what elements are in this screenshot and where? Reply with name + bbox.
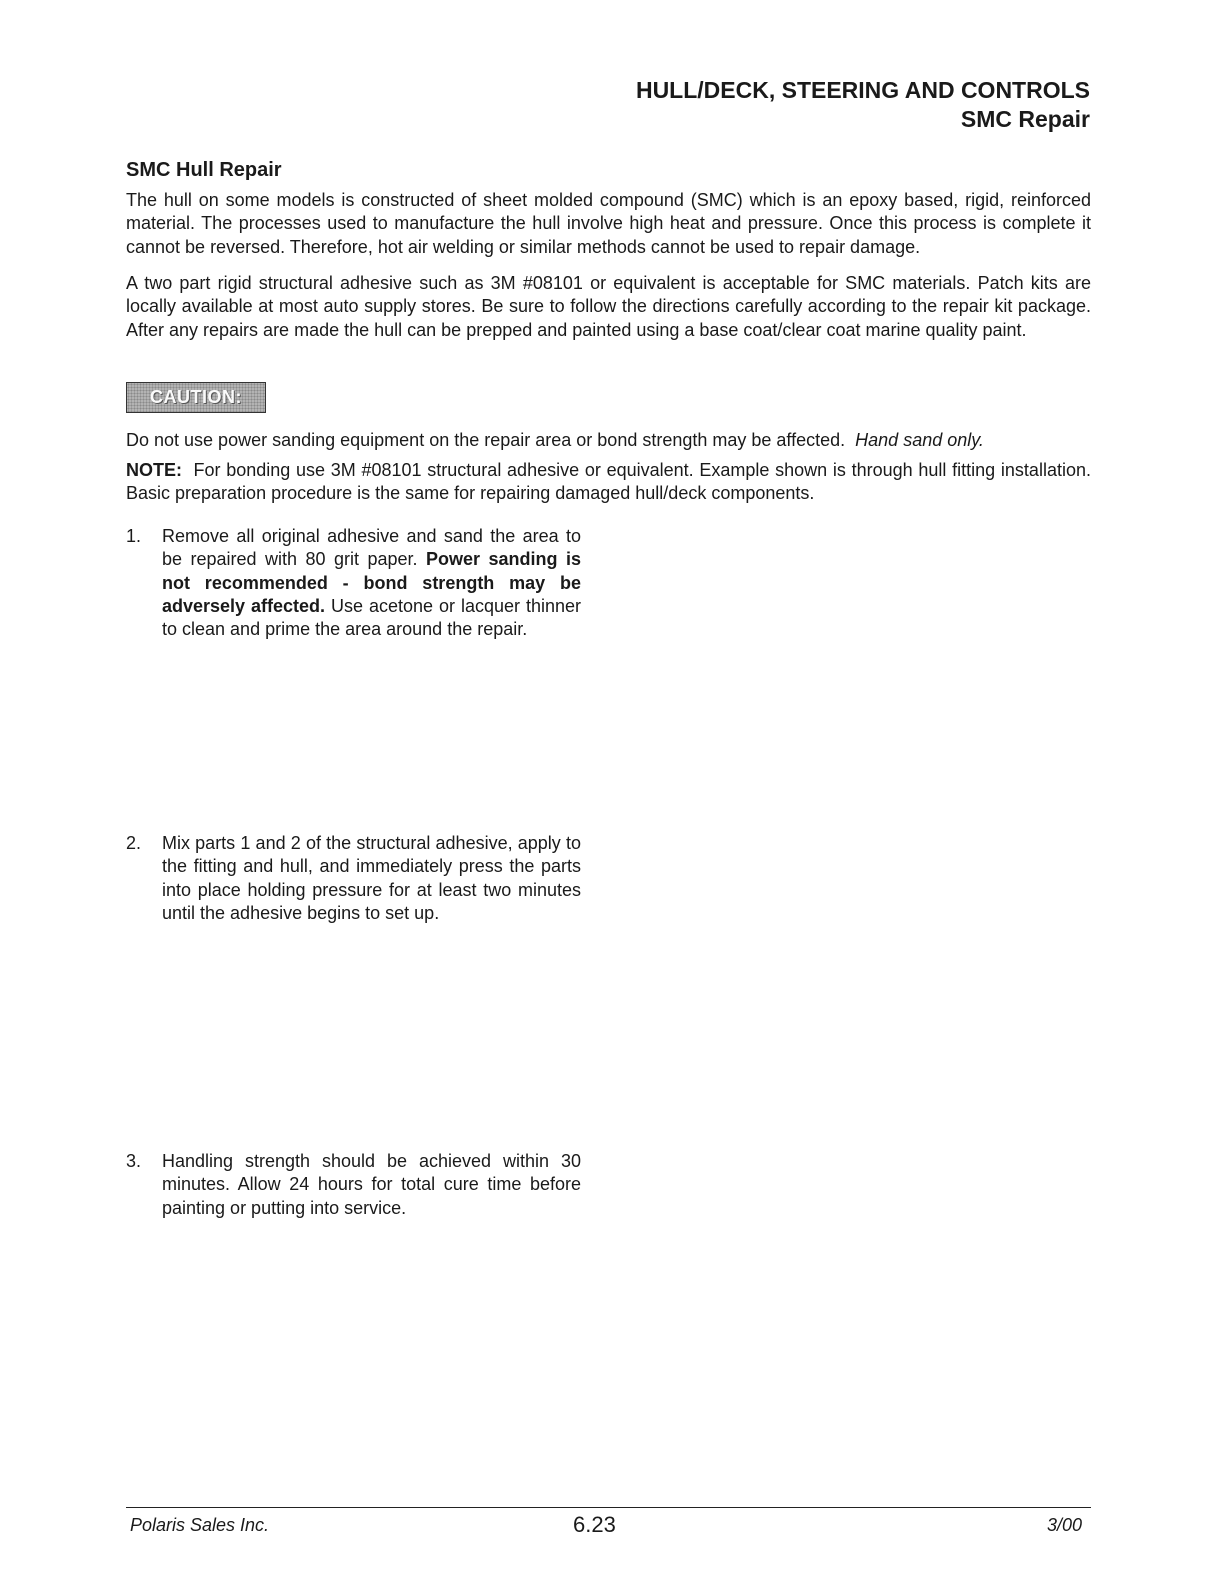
step-1 [126,525,581,641]
step-text-part: Use acetone or lacquer thinner to clean and prime the area around the repair. [162,595,581,640]
step-number: 1. [126,526,142,546]
page-header [636,76,1090,134]
note-text: For bonding use 3M #08101 structural adhesive or equivalent. Example shown is through hull fitting installation. Basic preparation procedure is the same for repairing damaged hull/deck components. [126,460,1091,504]
caution-text [126,429,1091,452]
step-text: Mix parts 1 and 2 of the structural adhesive, apply to the fitting and hull, and immediately press the parts into place holding pressure for at least two minutes until the adhesive begins to set up. [162,833,581,923]
adhesive-paragraph: A two part rigid structural adhesive such as 3M #08101 or equivalent is acceptable for SMC materials. Patch kits are locally available at most auto supply stores. Be sure to follow the directions carefully according to the repair kit package. After any repairs are made the hull can be prepped and painted using a base coat/clear coat marine quality paint. [126,273,1091,340]
caution-label: CAUTION: [126,382,266,413]
step-warning-bold: Power sanding is not recommended - bond strength may be adversely affected. [162,549,581,616]
step-text-part: Remove all original adhesive and sand the area to be repaired with 80 grit paper. [162,526,581,570]
step-3 [126,1150,581,1220]
intro-paragraph: The hull on some models is constructed of sheet molded compound (SMC) which is an epoxy based, rigid, reinforced material. The processes used to manufacture the hull involve high heat and pressure. Once this process is complete it cannot be reversed. Therefore, hot air welding or similar methods cannot be used to repair damage. [126,190,1091,257]
note-label: NOTE: [126,460,182,480]
step-text [162,525,581,641]
footer-publisher: Polaris Sales Inc. [130,1515,270,1535]
footer-date: 3/00 [1046,1515,1082,1535]
step-number: 3. [126,1151,142,1171]
footer-divider [126,1507,1091,1508]
caution-message: Do not use power sanding equipment on the repair area or bond strength may be affected. [126,430,846,450]
section-subtitle: SMC Repair [960,106,1090,132]
note-paragraph [126,459,1091,506]
step-number: 2. [126,833,142,853]
page-number: 6.23 [573,1512,616,1537]
step-2 [126,832,581,925]
step-text: Handling strength should be achieved within 30 minutes. Allow 24 hours for total cure time before painting or putting into service. [162,1151,581,1218]
chapter-title: HULL/DECK, STEERING AND CONTROLS [635,77,1090,103]
section-title: SMC Hull Repair [126,159,282,181]
caution-emphasis: Hand sand only. [855,430,984,450]
